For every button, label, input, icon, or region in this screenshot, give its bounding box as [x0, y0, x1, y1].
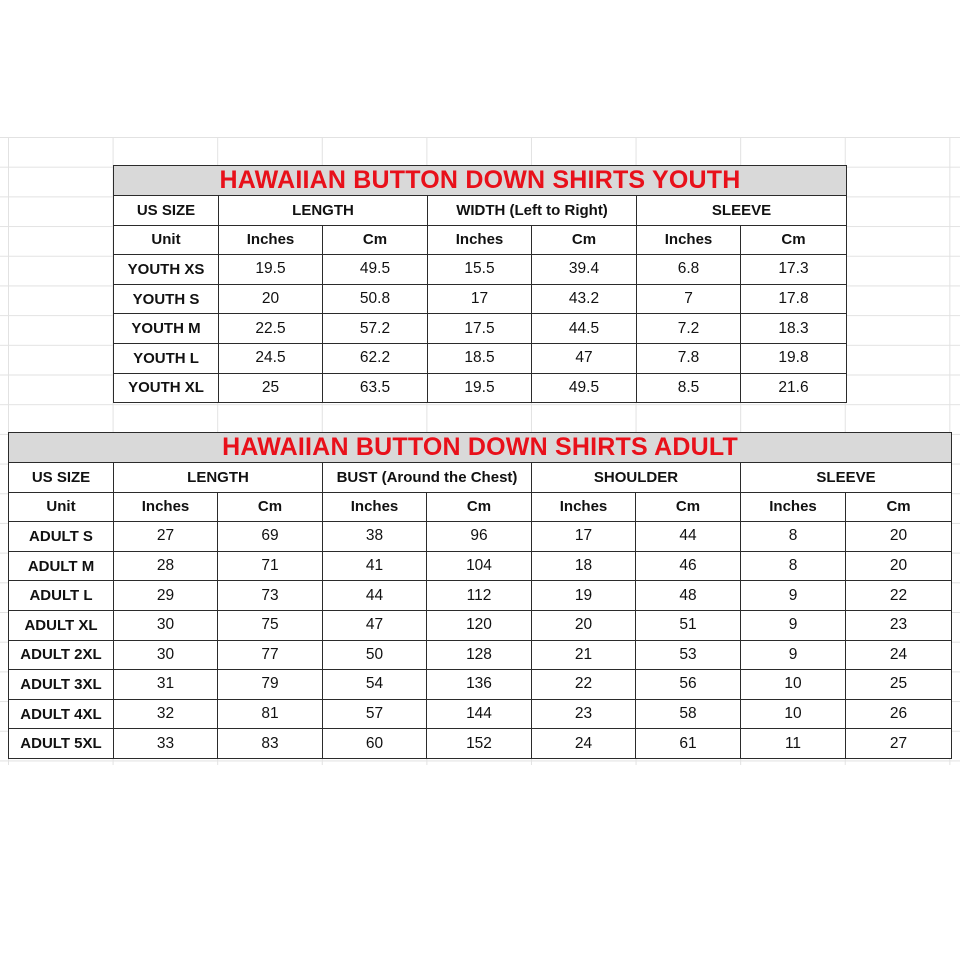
table-cell: 112 — [427, 581, 532, 611]
table-cell: 25 — [846, 670, 952, 700]
table-cell: 62.2 — [323, 343, 428, 373]
table-cell: 6.8 — [637, 255, 741, 285]
unit-header: Cm — [846, 492, 952, 522]
table-row — [114, 343, 847, 373]
table-cell: 30 — [114, 640, 218, 670]
table-cell: 96 — [427, 522, 532, 552]
table-cell: 128 — [427, 640, 532, 670]
table-cell: 81 — [218, 699, 323, 729]
unit-header: Unit — [9, 492, 114, 522]
unit-header: Inches — [323, 492, 427, 522]
table-cell: 29 — [114, 581, 218, 611]
table-cell: 54 — [323, 670, 427, 700]
table-row — [9, 670, 952, 700]
table-row — [9, 522, 952, 552]
unit-header: Cm — [741, 225, 847, 255]
table-cell: 15.5 — [428, 255, 532, 285]
col-header-length: LENGTH — [219, 196, 428, 226]
table-row — [114, 255, 847, 285]
table-cell: 48 — [636, 581, 741, 611]
table-cell: 44 — [636, 522, 741, 552]
table-cell: 50 — [323, 640, 427, 670]
table-cell: 49.5 — [532, 373, 637, 403]
table-cell: 17.8 — [741, 284, 847, 314]
table-cell: 18.3 — [741, 314, 847, 344]
youth-table-title: HAWAIIAN BUTTON DOWN SHIRTS YOUTH — [114, 166, 847, 196]
table-cell: 57.2 — [323, 314, 428, 344]
size-label: ADULT M — [9, 551, 114, 581]
table-cell: 18 — [532, 551, 636, 581]
table-cell: 136 — [427, 670, 532, 700]
table-cell: 57 — [323, 699, 427, 729]
table-cell: 24.5 — [219, 343, 323, 373]
unit-header: Inches — [532, 492, 636, 522]
table-cell: 28 — [114, 551, 218, 581]
table-cell: 25 — [219, 373, 323, 403]
table-cell: 9 — [741, 610, 846, 640]
table-cell: 20 — [219, 284, 323, 314]
adult-size-table — [8, 432, 952, 759]
table-cell: 58 — [636, 699, 741, 729]
unit-header: Inches — [428, 225, 532, 255]
table-cell: 21.6 — [741, 373, 847, 403]
table-cell: 27 — [846, 729, 952, 759]
table-cell: 75 — [218, 610, 323, 640]
table-row — [9, 610, 952, 640]
table-cell: 19.8 — [741, 343, 847, 373]
table-cell: 77 — [218, 640, 323, 670]
unit-header: Inches — [637, 225, 741, 255]
table-cell: 21 — [532, 640, 636, 670]
table-row — [9, 581, 952, 611]
col-header-length: LENGTH — [114, 463, 323, 493]
unit-header: Cm — [323, 225, 428, 255]
table-cell: 20 — [846, 522, 952, 552]
col-header-shoulder: SHOULDER — [532, 463, 741, 493]
unit-header: Inches — [114, 492, 218, 522]
table-cell: 10 — [741, 699, 846, 729]
table-cell: 79 — [218, 670, 323, 700]
size-label: ADULT L — [9, 581, 114, 611]
unit-header: Cm — [532, 225, 637, 255]
table-cell: 38 — [323, 522, 427, 552]
table-row — [9, 729, 952, 759]
size-label: ADULT 5XL — [9, 729, 114, 759]
table-row — [9, 551, 952, 581]
table-cell: 18.5 — [428, 343, 532, 373]
col-header-us-size: US SIZE — [114, 196, 219, 226]
col-header-us-size: US SIZE — [9, 463, 114, 493]
table-row — [9, 640, 952, 670]
col-header-width: WIDTH (Left to Right) — [428, 196, 637, 226]
table-cell: 120 — [427, 610, 532, 640]
table-cell: 19.5 — [428, 373, 532, 403]
table-cell: 73 — [218, 581, 323, 611]
table-cell: 7.8 — [637, 343, 741, 373]
table-cell: 83 — [218, 729, 323, 759]
table-cell: 17.3 — [741, 255, 847, 285]
unit-header: Unit — [114, 225, 219, 255]
table-cell: 47 — [532, 343, 637, 373]
size-label: YOUTH L — [114, 343, 219, 373]
unit-header: Cm — [636, 492, 741, 522]
youth-size-table — [113, 165, 847, 403]
table-cell: 43.2 — [532, 284, 637, 314]
table-cell: 63.5 — [323, 373, 428, 403]
table-cell: 9 — [741, 640, 846, 670]
table-cell: 20 — [846, 551, 952, 581]
table-cell: 31 — [114, 670, 218, 700]
table-row — [114, 373, 847, 403]
size-label: YOUTH XS — [114, 255, 219, 285]
table-cell: 44 — [323, 581, 427, 611]
table-cell: 50.8 — [323, 284, 428, 314]
table-cell: 53 — [636, 640, 741, 670]
table-cell: 22.5 — [219, 314, 323, 344]
table-cell: 104 — [427, 551, 532, 581]
table-cell: 22 — [532, 670, 636, 700]
table-cell: 20 — [532, 610, 636, 640]
table-cell: 23 — [846, 610, 952, 640]
table-row — [9, 699, 952, 729]
table-cell: 17 — [428, 284, 532, 314]
table-cell: 19.5 — [219, 255, 323, 285]
table-row — [114, 314, 847, 344]
table-cell: 152 — [427, 729, 532, 759]
table-cell: 69 — [218, 522, 323, 552]
table-cell: 71 — [218, 551, 323, 581]
size-label: YOUTH S — [114, 284, 219, 314]
table-cell: 60 — [323, 729, 427, 759]
table-cell: 39.4 — [532, 255, 637, 285]
table-cell: 46 — [636, 551, 741, 581]
size-label: YOUTH M — [114, 314, 219, 344]
size-label: ADULT XL — [9, 610, 114, 640]
adult-table-title: HAWAIIAN BUTTON DOWN SHIRTS ADULT — [9, 433, 952, 463]
table-cell: 8 — [741, 522, 846, 552]
table-cell: 17 — [532, 522, 636, 552]
table-row — [114, 284, 847, 314]
table-cell: 30 — [114, 610, 218, 640]
table-cell: 26 — [846, 699, 952, 729]
table-cell: 44.5 — [532, 314, 637, 344]
size-label: ADULT 2XL — [9, 640, 114, 670]
table-cell: 11 — [741, 729, 846, 759]
col-header-bust: BUST (Around the Chest) — [323, 463, 532, 493]
unit-header: Inches — [219, 225, 323, 255]
table-cell: 7.2 — [637, 314, 741, 344]
table-cell: 32 — [114, 699, 218, 729]
size-label: YOUTH XL — [114, 373, 219, 403]
size-label: ADULT 3XL — [9, 670, 114, 700]
unit-header: Cm — [218, 492, 323, 522]
table-cell: 9 — [741, 581, 846, 611]
table-cell: 22 — [846, 581, 952, 611]
table-cell: 51 — [636, 610, 741, 640]
table-cell: 144 — [427, 699, 532, 729]
table-cell: 7 — [637, 284, 741, 314]
col-header-sleeve: SLEEVE — [741, 463, 952, 493]
size-label: ADULT 4XL — [9, 699, 114, 729]
table-cell: 10 — [741, 670, 846, 700]
size-label: ADULT S — [9, 522, 114, 552]
table-cell: 24 — [532, 729, 636, 759]
table-cell: 19 — [532, 581, 636, 611]
table-cell: 24 — [846, 640, 952, 670]
table-cell: 8.5 — [637, 373, 741, 403]
table-cell: 41 — [323, 551, 427, 581]
table-cell: 47 — [323, 610, 427, 640]
unit-header: Inches — [741, 492, 846, 522]
col-header-sleeve: SLEEVE — [637, 196, 847, 226]
table-cell: 27 — [114, 522, 218, 552]
unit-header: Cm — [427, 492, 532, 522]
table-cell: 49.5 — [323, 255, 428, 285]
table-cell: 61 — [636, 729, 741, 759]
table-cell: 17.5 — [428, 314, 532, 344]
table-cell: 8 — [741, 551, 846, 581]
table-cell: 56 — [636, 670, 741, 700]
table-cell: 23 — [532, 699, 636, 729]
table-cell: 33 — [114, 729, 218, 759]
